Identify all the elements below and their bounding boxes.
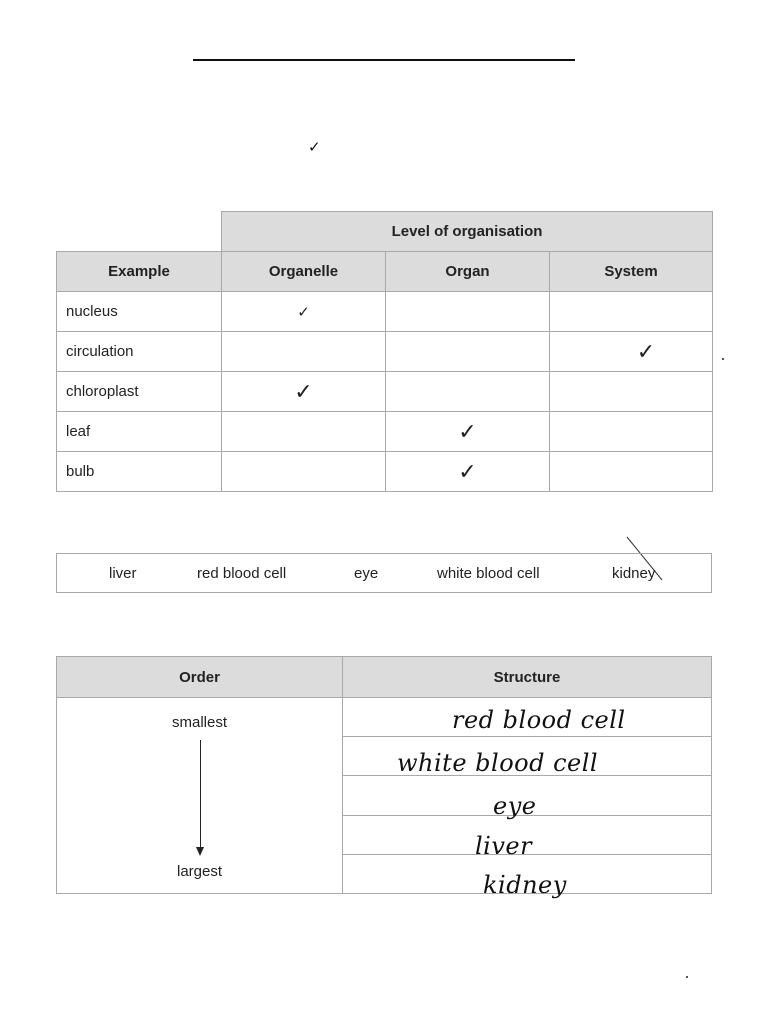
- organ-cell[interactable]: ✓: [386, 412, 550, 452]
- table-row: [57, 372, 713, 412]
- word-box: [56, 553, 712, 593]
- table-row: [57, 332, 713, 372]
- structure-answer[interactable]: red blood cell: [452, 706, 626, 734]
- word-red-blood-cell: red blood cell: [197, 565, 287, 582]
- col-header-system: System: [550, 252, 713, 292]
- table-row: [57, 292, 713, 332]
- structure-answer[interactable]: white blood cell: [397, 749, 599, 777]
- word-white-blood-cell: white blood cell: [437, 565, 540, 582]
- col-header-organelle: Organelle: [222, 252, 386, 292]
- structure-answer[interactable]: kidney: [483, 871, 567, 899]
- table-header: [57, 657, 711, 698]
- organ-cell[interactable]: ✓: [386, 452, 550, 492]
- example-cell: chloroplast: [57, 372, 222, 412]
- table-corner: [57, 212, 222, 252]
- order-smallest-label: smallest: [171, 714, 227, 731]
- word-liver: liver: [109, 565, 137, 582]
- organ-cell[interactable]: [386, 372, 550, 412]
- word-eye: eye: [354, 565, 379, 582]
- title-underline: [193, 59, 575, 61]
- organisation-level-table: [56, 211, 713, 492]
- word-kidney: kidney: [612, 565, 656, 582]
- organ-cell[interactable]: [386, 332, 550, 372]
- col-header-order: Order: [179, 669, 220, 686]
- structure-answer[interactable]: eye: [493, 792, 537, 820]
- example-cell: leaf: [57, 412, 222, 452]
- organelle-cell[interactable]: ✓: [222, 372, 386, 412]
- structure-answer[interactable]: liver: [475, 832, 533, 860]
- organelle-cell[interactable]: [222, 412, 386, 452]
- system-cell[interactable]: ✓: [550, 332, 713, 372]
- table-row: [57, 412, 713, 452]
- arrow-down-icon: [196, 847, 204, 856]
- system-cell[interactable]: [550, 412, 713, 452]
- col-header-example: Example: [57, 252, 222, 292]
- row-divider: [343, 736, 711, 737]
- order-largest-label: largest: [176, 863, 223, 880]
- example-cell: circulation: [57, 332, 222, 372]
- stray-dot: [686, 976, 688, 978]
- example-cell: nucleus: [57, 292, 222, 332]
- system-cell[interactable]: [550, 452, 713, 492]
- organ-cell[interactable]: [386, 292, 550, 332]
- level-header: Level of organisation: [222, 212, 713, 252]
- order-structure-table: [56, 656, 712, 899]
- system-cell[interactable]: [550, 292, 713, 332]
- table-row: [57, 452, 713, 492]
- organelle-cell[interactable]: [222, 332, 386, 372]
- col-header-organ: Organ: [386, 252, 550, 292]
- example-cell: bulb: [57, 452, 222, 492]
- organelle-cell[interactable]: ✓: [222, 292, 386, 332]
- system-cell[interactable]: [550, 372, 713, 412]
- col-header-structure: Structure: [493, 669, 561, 686]
- order-arrow-line: [200, 740, 201, 850]
- stray-dot: [722, 358, 724, 360]
- organelle-cell[interactable]: [222, 452, 386, 492]
- printed-tick-mark: ✓: [308, 138, 321, 156]
